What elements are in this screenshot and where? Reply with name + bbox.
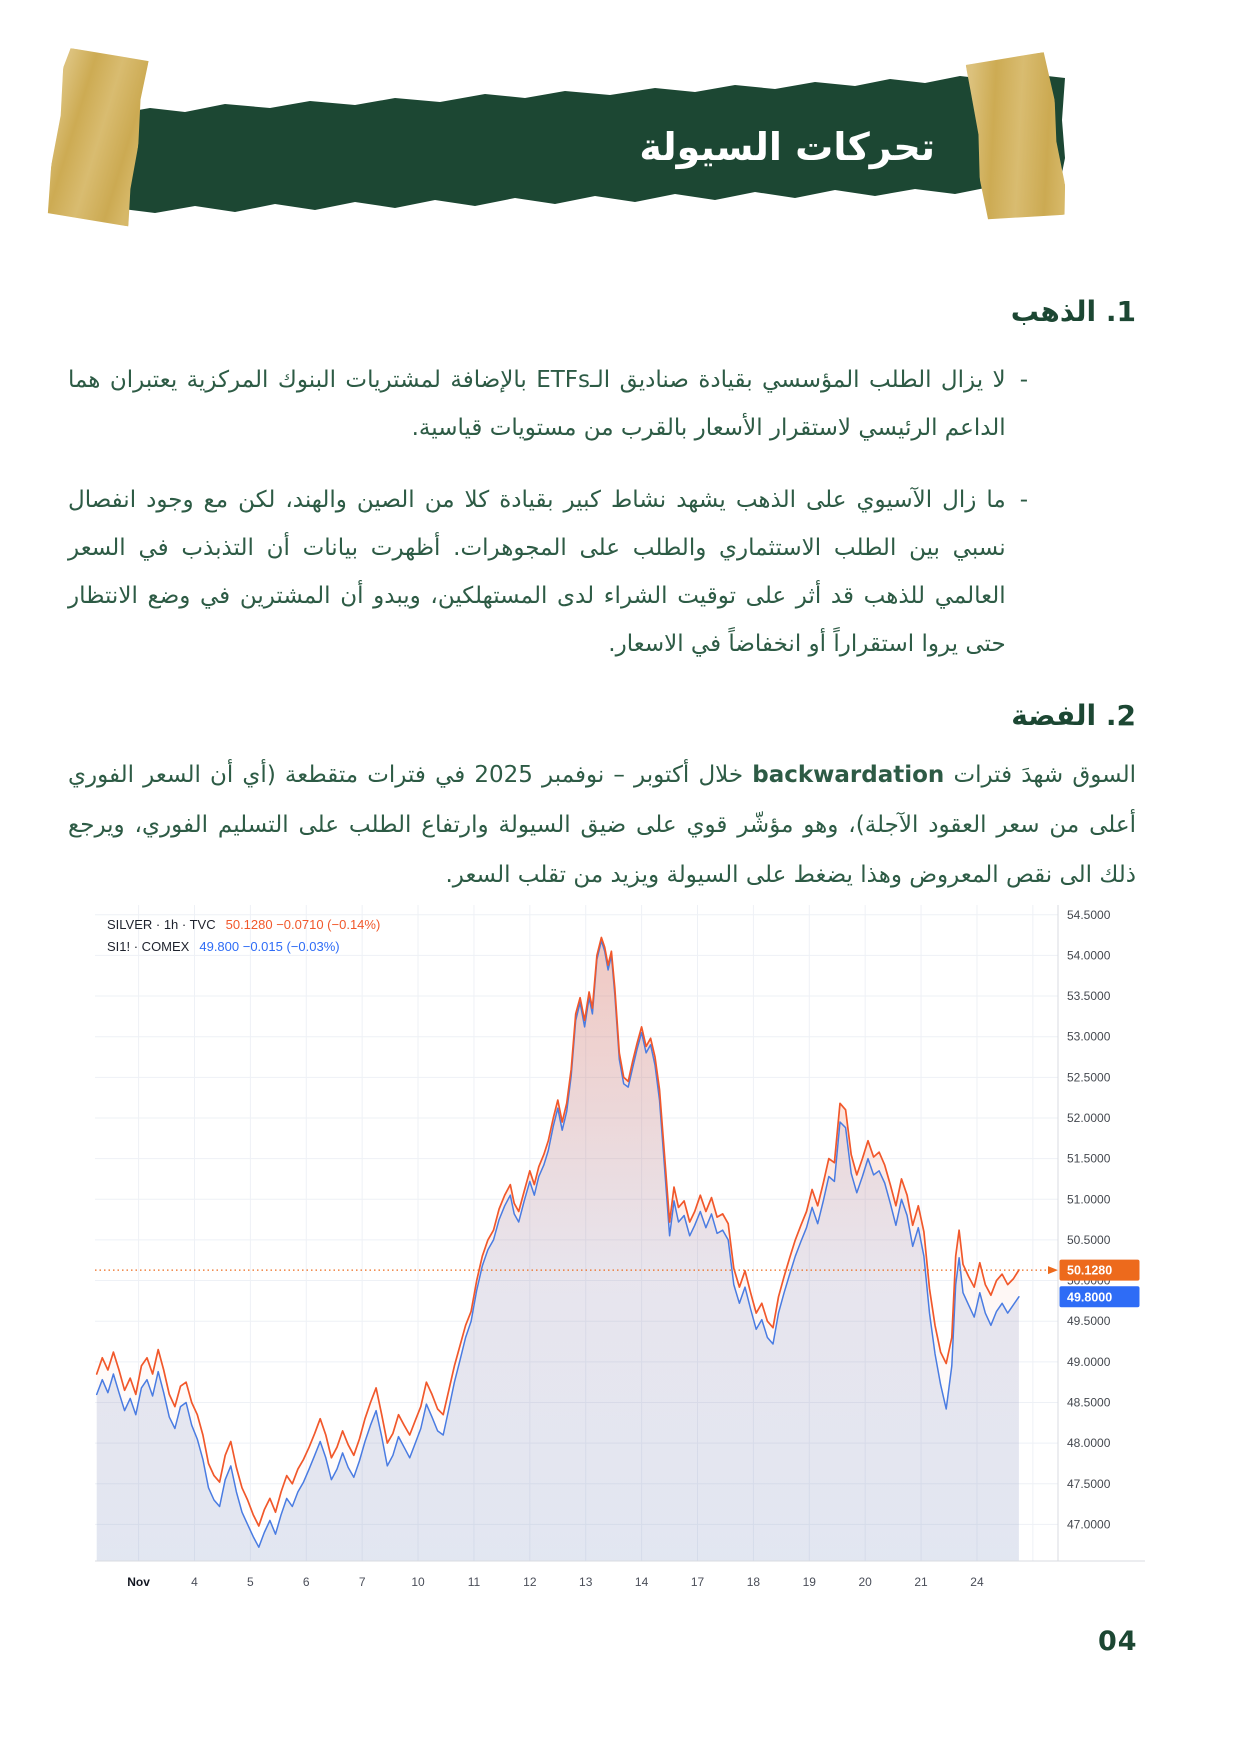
time-tick-label: 12 — [523, 1575, 537, 1589]
section-heading-silver: 2. الفضة — [1011, 699, 1136, 732]
silver-price-chart[interactable] — [95, 905, 1145, 1600]
price-tick-label: 54.0000 — [1067, 948, 1111, 963]
price-tick-label: 47.5000 — [1067, 1476, 1111, 1491]
legend-row: SILVER · 1h · TVC 50.1280 −0.0710 (−0.14%) — [107, 917, 381, 932]
price-tick-label: 53.0000 — [1067, 1029, 1111, 1044]
price-badge-label: 49.8000 — [1067, 1290, 1113, 1305]
page-title: تحركات السيولة — [639, 125, 935, 169]
time-tick-label: 21 — [914, 1575, 928, 1589]
price-tick-label: 50.5000 — [1067, 1232, 1111, 1247]
bullet-dash: - — [1019, 367, 1028, 393]
time-tick-label: 4 — [191, 1575, 198, 1589]
main-content — [68, 292, 1136, 900]
price-badge-label: 50.1280 — [1067, 1263, 1113, 1278]
legend-row: SI1! · COMEX 49.800 −0.015 (−0.03%) — [107, 939, 340, 954]
silver-keyword: backwardation — [752, 762, 945, 788]
time-tick-label: 10 — [411, 1575, 425, 1589]
price-tick-label: 48.0000 — [1067, 1436, 1111, 1451]
time-axis-labels — [127, 1575, 984, 1589]
time-tick-label: 18 — [746, 1575, 761, 1589]
time-tick-label: 14 — [634, 1575, 649, 1589]
silver-paragraph-rest: خلال أكتوبر – نوفمبر 2025 في فترات متقطعة (أي أن السعر الفوري أعلى من سعر العقود الآجلة)، وهو مؤشّر قوي على ضيق السيولة وارتفاع الطلب على التسليم الفوري، ويرجع ذلك الى نقص المعروض وهذا يضغط على السيولة ويزيد من تقلب السعر. — [68, 762, 1136, 888]
time-tick-label: 24 — [970, 1575, 984, 1589]
gold-bullet-1 — [68, 356, 1028, 452]
section-heading-gold: 1. الذهب — [1010, 295, 1136, 328]
price-tick-label: 48.5000 — [1067, 1395, 1111, 1410]
series-areas — [97, 938, 1019, 1562]
price-tick-label: 52.0000 — [1067, 1110, 1111, 1125]
price-tick-label: 51.5000 — [1067, 1151, 1111, 1166]
time-tick-label: 5 — [247, 1575, 254, 1589]
time-tick-label: 13 — [579, 1575, 593, 1589]
time-tick-label: 7 — [358, 1575, 366, 1589]
price-pointer-arrow — [1048, 1266, 1058, 1274]
bullet-dash: - — [1019, 487, 1028, 513]
price-tick-label: 53.5000 — [1067, 989, 1111, 1004]
price-tick-label: 54.5000 — [1067, 907, 1111, 922]
time-tick-label: Nov — [127, 1575, 150, 1589]
time-tick-label: 11 — [467, 1575, 481, 1589]
header-banner — [55, 60, 1065, 232]
gold-bullet-2 — [68, 476, 1028, 668]
price-tick-label: 47.0000 — [1067, 1517, 1111, 1532]
silver-paragraph-lead: السوق شهدَ فترات — [944, 762, 1136, 788]
time-tick-label: 6 — [302, 1575, 310, 1589]
price-tick-label: 49.0000 — [1067, 1354, 1111, 1369]
series-area-0 — [97, 938, 1019, 1562]
price-tick-label: 49.5000 — [1067, 1314, 1111, 1329]
price-axis-labels — [1067, 908, 1111, 1532]
silver-paragraph — [68, 750, 1136, 900]
gold-bullet-1-text: لا يزال الطلب المؤسسي بقيادة صناديق الـETFs بالإضافة لمشتريات البنوك المركزية يعتبران هما الداعم الرئيسي لاستقرار الأسعار بالقرب من مستويات قياسية. — [68, 367, 1006, 441]
time-tick-label: 19 — [802, 1575, 816, 1589]
chart-legend — [107, 917, 380, 954]
price-tick-label: 52.5000 — [1067, 1070, 1111, 1085]
page-number: 04 — [1098, 1626, 1138, 1657]
chart-canvas[interactable] — [95, 905, 1145, 1600]
time-tick-label: 17 — [690, 1575, 705, 1589]
time-tick-label: 20 — [858, 1575, 872, 1589]
gold-bullet-2-text: ما زال الآسيوي على الذهب يشهد نشاط كبير بقيادة كلا من الصين والهند، لكن مع وجود انفصال نسبي بين الطلب الاستثماري والطلب على المجوهرات. أظهرت بيانات أن التذبذب في السعر العالمي للذهب قد أثر على توقيت الشراء لدى المستهلكين، ويبدو أن المشترين في وضع الانتظار حتى يروا استقراراً أو انخفاضاً في الاسعار. — [68, 487, 1006, 657]
price-tick-label: 51.0000 — [1067, 1192, 1111, 1207]
banner-ribbon — [55, 60, 1065, 232]
